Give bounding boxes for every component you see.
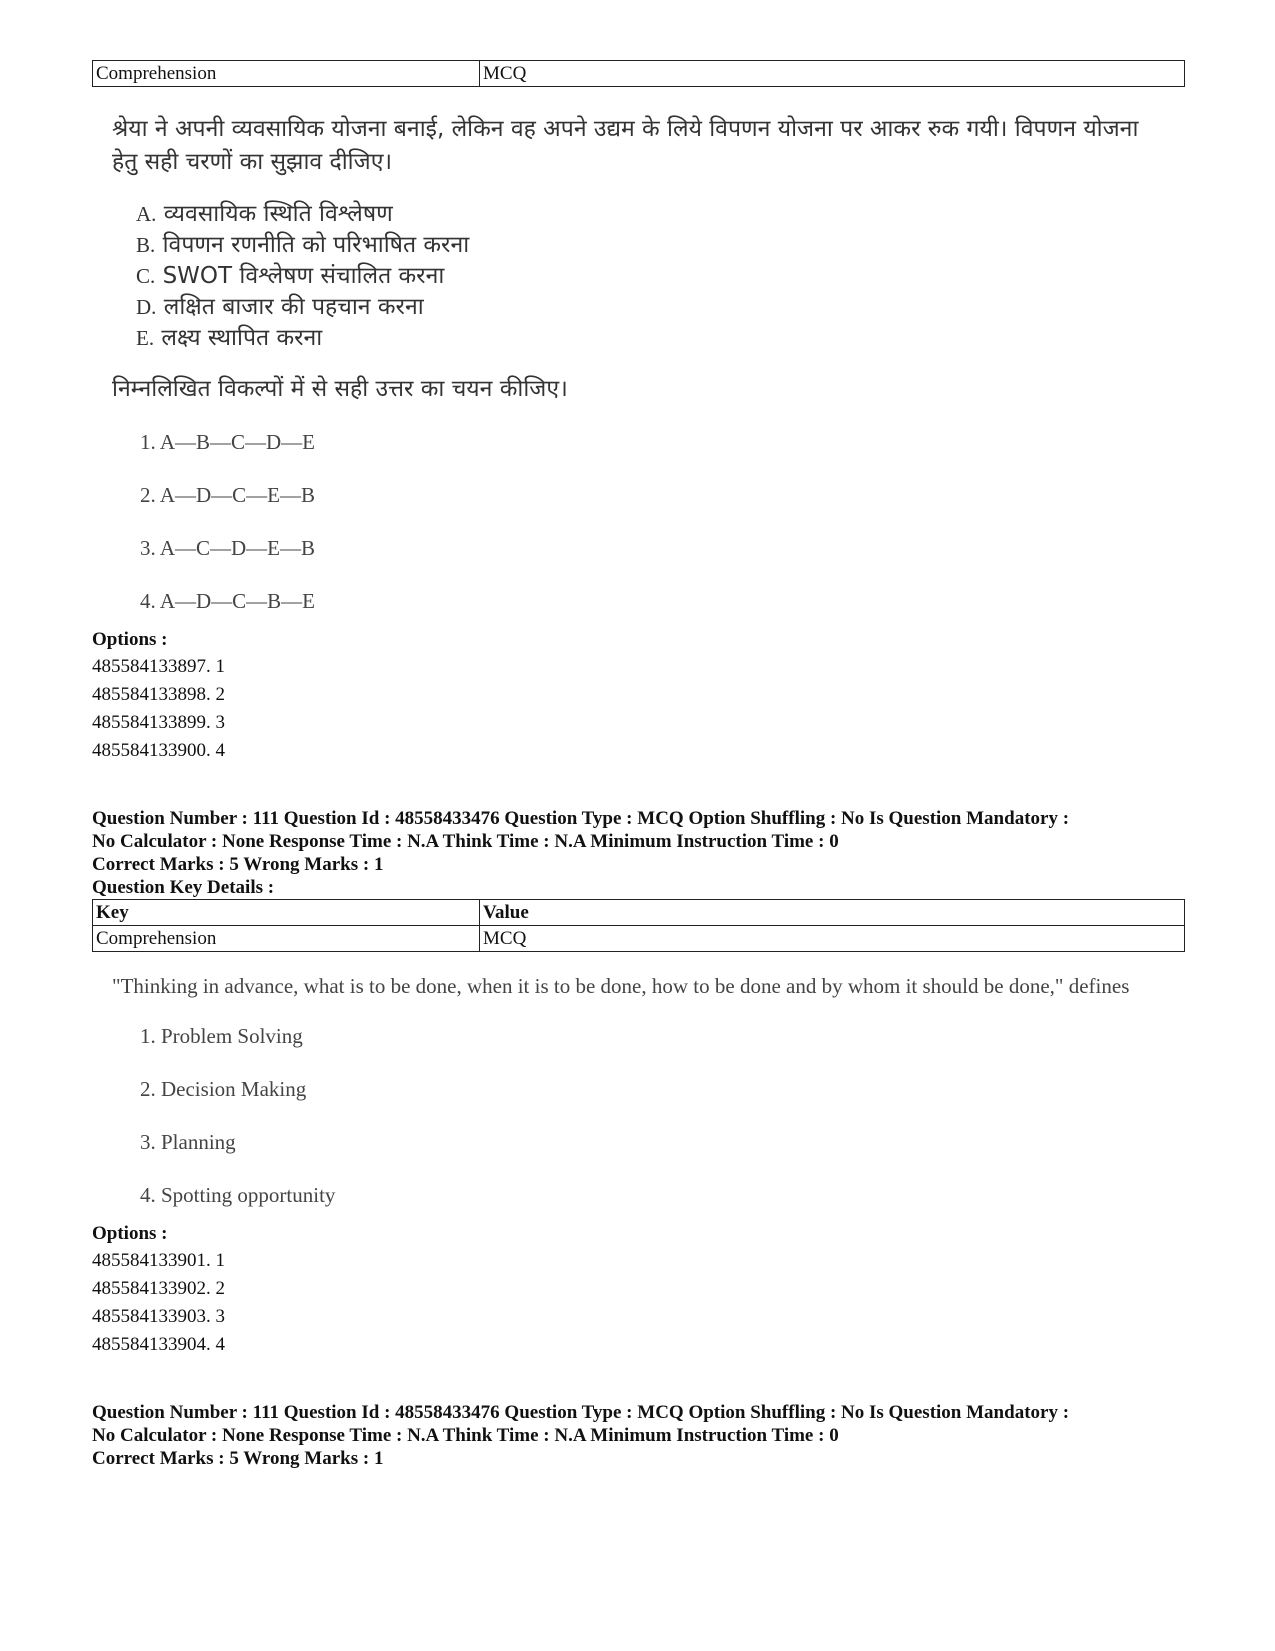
- statement-letter: D.: [136, 295, 157, 319]
- answer-choice: 4. A—D—C—B—E: [140, 589, 316, 613]
- option-item: 485584133901. 1: [92, 1250, 225, 1271]
- option-item: 485584133897. 1: [92, 656, 225, 677]
- statement-letter: E.: [136, 326, 155, 350]
- column-header: Value: [480, 900, 1185, 926]
- statement-text: विपणन रणनीति को परिभाषित करना: [162, 232, 470, 258]
- statement-item: [136, 230, 1185, 261]
- meta-line: No Calculator : None Response Time : N.A Think Time : N.A Minimum Instruction Time : 0: [92, 1425, 839, 1446]
- meta-line: Question Number : 111 Question Id : 48558433476 Question Type : MCQ Option Shuffling : No Is Question Mandatory :: [92, 1402, 1070, 1423]
- value-cell: MCQ: [480, 61, 1185, 87]
- answer-choice: 1. Problem Solving: [140, 1024, 303, 1048]
- marks-line: Correct Marks : 5 Wrong Marks : 1: [92, 854, 384, 875]
- question-instruction: निम्नलिखित विकल्पों में से सही उत्तर का चयन कीजिए।: [112, 376, 568, 402]
- statement-item: [136, 199, 1185, 230]
- question-stem: श्रेया ने अपनी व्यवसायिक योजना बनाई, लेकिन वह अपने उद्यम के लिये विपणन योजना पर आकर रुक गयी। विपणन योजना हेतु सही चरणों का सुझाव दीजिए।: [112, 116, 1139, 175]
- question-key-table: [92, 899, 1185, 952]
- statement-text: SWOT विश्लेषण संचालित करना: [162, 263, 445, 289]
- answer-choice: 3. A—C—D—E—B: [140, 536, 316, 560]
- option-item: 485584133900. 4: [92, 740, 225, 761]
- key-details-heading: Question Key Details :: [92, 877, 275, 898]
- answer-choice: 2. Decision Making: [140, 1077, 307, 1101]
- statement-item: [136, 261, 1185, 292]
- table-row: [93, 926, 1185, 952]
- table-header-row: [93, 900, 1185, 926]
- options-heading: Options :: [92, 1223, 168, 1244]
- statement-letter: B.: [136, 233, 156, 257]
- options-list: [92, 653, 1185, 765]
- answer-choice: 1. A—B—C—D—E: [140, 430, 316, 454]
- options-heading: Options :: [92, 629, 168, 650]
- table-row: [93, 61, 1185, 87]
- marks-line: Correct Marks : 5 Wrong Marks : 1: [92, 1448, 384, 1469]
- value-cell: MCQ: [480, 926, 1185, 952]
- option-item: 485584133902. 2: [92, 1278, 225, 1299]
- statement-item: [136, 323, 1185, 354]
- option-item: 485584133898. 2: [92, 684, 225, 705]
- statement-item: [136, 292, 1185, 323]
- statement-list: [136, 199, 1185, 354]
- option-item: 485584133903. 3: [92, 1306, 225, 1327]
- statement-letter: A.: [136, 202, 157, 226]
- question-paper-page: [92, 60, 1185, 1470]
- question-stem: "Thinking in advance, what is to be done, when it is to be done, how to be done and by whom it should be done," defines: [112, 974, 1130, 998]
- statement-text: लक्षित बाजार की पहचान करना: [163, 294, 424, 320]
- question-meta: [92, 807, 1185, 899]
- key-cell: Comprehension: [93, 926, 480, 952]
- answer-choices: [140, 428, 1185, 617]
- meta-line: No Calculator : None Response Time : N.A Think Time : N.A Minimum Instruction Time : 0: [92, 831, 839, 852]
- column-header: Key: [93, 900, 480, 926]
- question-meta: [92, 1401, 1185, 1470]
- statement-letter: C.: [136, 264, 156, 288]
- options-list: [92, 1247, 1185, 1359]
- key-cell: Comprehension: [93, 61, 480, 87]
- answer-choices: [140, 1022, 1185, 1211]
- option-item: 485584133904. 4: [92, 1334, 225, 1355]
- answer-choice: 3. Planning: [140, 1130, 236, 1154]
- top-key-table: [92, 60, 1185, 87]
- option-item: 485584133899. 3: [92, 712, 225, 733]
- answer-choice: 4. Spotting opportunity: [140, 1183, 336, 1207]
- statement-text: व्यवसायिक स्थिति विश्लेषण: [163, 201, 393, 227]
- meta-line: Question Number : 111 Question Id : 48558433476 Question Type : MCQ Option Shuffling : No Is Question Mandatory :: [92, 808, 1070, 829]
- answer-choice: 2. A—D—C—E—B: [140, 483, 316, 507]
- statement-text: लक्ष्य स्थापित करना: [161, 325, 323, 351]
